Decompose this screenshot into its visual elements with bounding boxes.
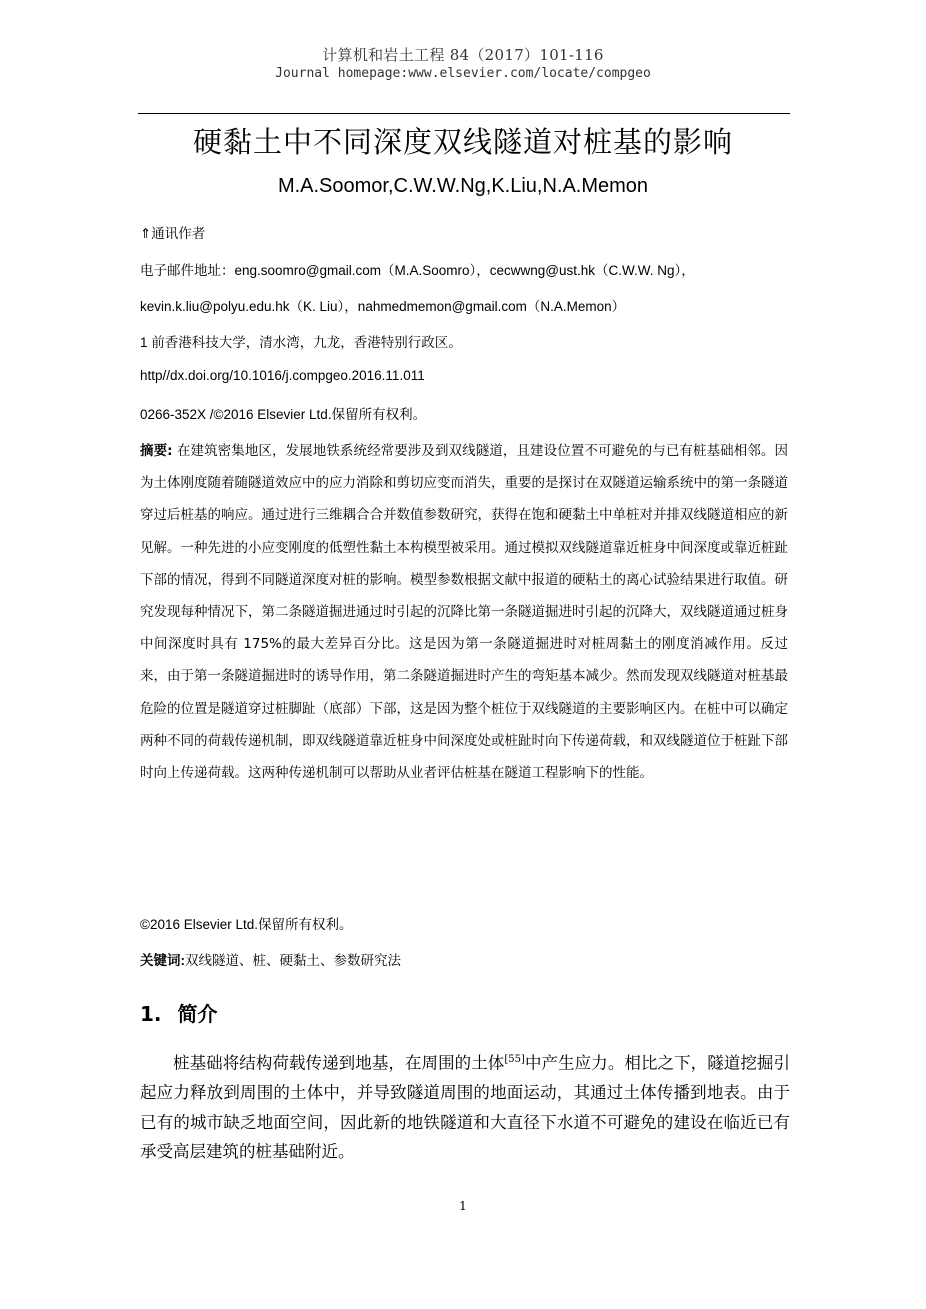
journal-homepage: Journal homepage:www.elsevier.com/locate/compgeo — [275, 66, 651, 81]
issn-copyright: 0266-352X /©2016 Elsevier Ltd.保留所有权利。 — [140, 407, 427, 422]
section-heading — [140, 998, 218, 1027]
intro-paragraph — [140, 1045, 790, 1167]
keywords-label: 关键词: — [140, 953, 185, 968]
abstract-text: 在建筑密集地区，发展地铁系统经常要涉及到双线隧道，且建设位置不可避免的与已有桩基础相邻。因为土体刚度随着随隧道效应中的应力消除和剪切应变而消失，重要的是探讨在双隧道运输系统中的第一条隧道穿过后桩基的响应。通过进行三维耦合合并数值参数研究，获得在饱和硬黏土中单桩对并排双线隧道相应的新见解。一种先进的小应变刚度的低塑性黏土本构模型被采用。通过模拟双线隧道靠近桩身中间深度或靠近桩趾下部的情况，得到不同隧道深度对桩的影响。模型参数根据文献中报道的硬粘土的离心试验结果进行取值。研究发现每种情况下，第二条隧道掘进通过时引起的沉降比第一条隧道掘进时引起的沉降大，双线隧道通过桩身中间深度时具有 175%的最大差异百分比。这是因为第一条隧道掘进时对桩周黏土的刚度消减作用。反过来，由于第一条隧道掘进时的诱导作用，第二条隧道掘进时产生的弯矩基本减少。然而发现双线隧道对桩基最危险的位置是隧道穿过桩脚趾（底部）下部，这是因为整个桩位于双线隧道的主要影响区内。在桩中可以确定两种不同的荷载传递机制，即双线隧道靠近桩身中间深度处或桩趾时向下传递荷载，和双线隧道位于桩趾下部时向上传递荷载。这两种传递机制可以帮助从业者评估桩基在隧道工程影响下的性能。 — [140, 443, 788, 782]
citation-ref[interactable]: [55] — [504, 1054, 525, 1065]
keywords-text: 双线隧道、桩、硬黏土、参数研究法 — [185, 953, 401, 968]
email-addresses-line-1: 电子邮件地址：eng.soomro@gmail.com（M.A.Soomro），cecwwng@ust.hk（C.W.W. Ng）， — [140, 263, 695, 278]
paper-title: 硬黏土中不同深度双线隧道对桩基的影响 — [192, 125, 733, 159]
affiliation: 1 前香港科技大学，清水湾，九龙，香港特别行政区。 — [140, 335, 462, 350]
corresponding-author-note: ⇑通讯作者 — [140, 226, 206, 241]
journal-citation: 计算机和岩土工程 84（2017）101-116 — [322, 46, 604, 64]
keywords — [140, 949, 790, 969]
abstract — [140, 435, 788, 789]
doi-link[interactable]: http//dx.doi.org/10.1016/j.compgeo.2016.11.011 — [140, 368, 425, 383]
abstract-label: 摘要: — [140, 443, 173, 459]
header-rule — [138, 113, 790, 114]
email-addresses-line-2: kevin.k.liu@polyu.edu.hk（K. Liu），nahmedmemon@gmail.com（N.A.Memon） — [140, 299, 626, 314]
section-title: 简介 — [177, 1002, 218, 1026]
abstract-copyright: ©2016 Elsevier Ltd.保留所有权利。 — [140, 917, 353, 932]
author-list: M.A.Soomor,C.W.W.Ng,K.Liu,N.A.Memon — [277, 175, 649, 197]
section-number: 1. — [140, 1002, 162, 1026]
intro-text-1: 桩基础将结构荷载传递到地基，在周围的土体 — [173, 1053, 505, 1073]
intro-text-2: 中产生应力。相比之下，隧道挖掘引起应力释放到周围的土体中，并导致隧道周围的地面运动，其通过土体传播到地表。由于已有的城市缺乏地面空间，因此新的地铁隧道和大直径下水道不可避免的建设在临近已有承受高层建筑的桩基础附近。 — [140, 1053, 791, 1161]
page-number: 1 — [459, 1199, 467, 1213]
